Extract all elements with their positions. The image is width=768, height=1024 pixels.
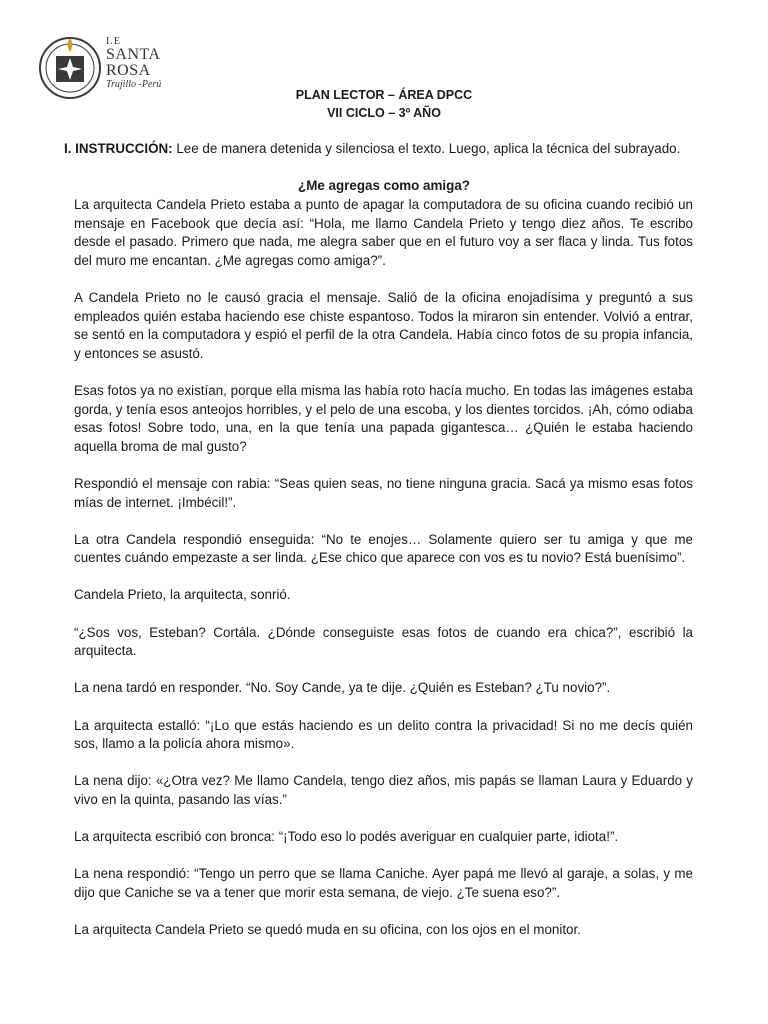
story-paragraph: La nena dijo: «¿Otra vez? Me llamo Candela, tengo diez años, mis papás se llaman Laura y Eduardo y vivo en la quinta, pasando las vías.” <box>74 773 693 807</box>
story-title: ¿Me agregas como amiga? <box>298 178 470 193</box>
logo-line-1: I.E <box>106 36 121 47</box>
story-paragraph: Candela Prieto, la arquitecta, sonrió. <box>74 587 291 603</box>
instruction-text: Lee de manera detenida y silenciosa el texto. Luego, aplica la técnica del subrayado. <box>176 141 681 156</box>
story-body <box>74 196 693 958</box>
school-name <box>106 36 161 91</box>
story-paragraph: Respondió el mensaje con rabia: “Seas quien seas, no tiene ninguna gracia. Sacá ya mismo esas fotos mías de internet. ¡Imbécil!”. <box>74 475 693 510</box>
document-subtitle: VII CICLO – 3º AÑO <box>327 106 441 120</box>
logo-line-3: ROSA <box>106 62 151 79</box>
logo-line-2: SANTA <box>106 46 161 63</box>
instruction <box>64 140 724 159</box>
document-title: PLAN LECTOR – ÁREA DPCC <box>295 88 473 102</box>
story-paragraph: Esas fotos ya no existían, porque ella misma las había roto hacía mucho. En todas las imágenes estaba gorda, y tenía esos anteojos horribles, y el pelo de una escoba, y los dientes torcidos. ¡Ah, cómo odiaba esas fotos! Sobre todo, una, en la que tenía una papada gigantesca… ¿Quién le estaba haciendo aquella broma de mal gusto? <box>74 382 693 454</box>
story-paragraph: La arquitecta Candela Prieto se quedó muda en su oficina, con los ojos en el monitor. <box>74 922 581 938</box>
logo-line-4: Trujillo -Perú <box>106 79 162 90</box>
story-paragraph: La nena respondió: “Tengo un perro que se llama Caniche. Ayer papá me llevó al garaje, a solas, y me dijo que Caniche se va a tener que morir esta semana, de viejo. ¿Te suena eso?”. <box>74 866 693 900</box>
story-paragraph: La nena tardó en responder. “No. Soy Cande, ya te dije. ¿Quién es Esteban? ¿Tu novio?”. <box>74 680 611 696</box>
story-paragraph: A Candela Prieto no le causó gracia el mensaje. Salió de la oficina enojadísima y preguntó a sus empleados quién estaba haciendo ese chiste espantoso. Todos la miraron sin entender. Volvió a entrar, se sentó en la computadora y espió el perfil de la otra Candela. Había cinco fotos de su propia infancia, y entonces se asustó. <box>74 289 693 361</box>
story-paragraph: La otra Candela respondió enseguida: “No te enojes… Solamente quiero ser tu amiga y que me cuentes cuándo empezaste a ser linda. ¿Ese chico que aparece con vos es tu novio? Está buenísimo”. <box>74 531 693 566</box>
instruction-label: I. INSTRUCCIÓN: <box>64 141 173 156</box>
story-paragraph: La arquitecta escribió con bronca: “¡Todo eso lo podés averiguar en cualquier parte, idiota!”. <box>74 829 619 845</box>
story-paragraph: La arquitecta estalló: “¡Lo que estás haciendo es un delito contra la privacidad! Si no me decís quién sos, llamo a la policía ahora mismo». <box>74 717 693 752</box>
story-paragraph: La arquitecta Candela Prieto estaba a punto de apagar la computadora de su oficina cuando recibió un mensaje en Facebook que decía así: “Hola, me llamo Candela Prieto y tengo diez años. Te escribo desde el pasado. Primero que nada, me alegra saber que en el futuro voy a ser flaca y linda. Tus fotos del muro me encantan. ¿Me agregas como amiga?”. <box>74 197 693 268</box>
story-paragraph: “¿Sos vos, Esteban? Cortála. ¿Dónde conseguiste esas fotos de cuando era chica?”, escribió la arquitecta. <box>74 624 693 659</box>
